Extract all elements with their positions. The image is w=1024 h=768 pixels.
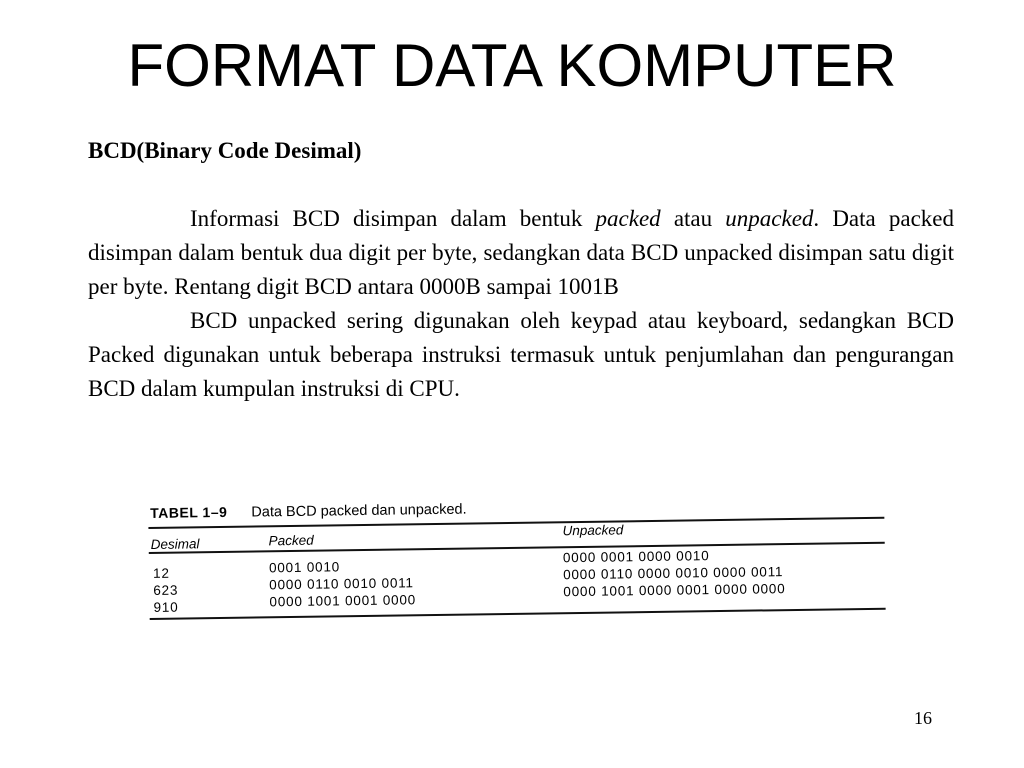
table-cell-desimal: 12 xyxy=(152,565,170,581)
bcd-table-figure xyxy=(148,487,892,632)
table-caption xyxy=(150,501,467,522)
paragraph1-text-b: atau xyxy=(660,206,726,231)
page-number: 16 xyxy=(914,708,932,728)
header-unpacked: Unpacked xyxy=(562,522,624,539)
packed-term: packed xyxy=(595,206,661,231)
table-cell-unpacked: 0000 0110 0000 0010 0000 0011 xyxy=(563,564,784,583)
column-unpacked xyxy=(563,546,786,600)
paragraph-bcd-usage: BCD unpacked sering digunakan oleh keypad atau keyboard, sedangkan BCD Packed digunakan untuk beberapa instruksi termasuk untuk penjumlahan dan pengurangan BCD dalam kumpulan instruksi di CPU. xyxy=(88,308,954,401)
table-caption-number: TABEL 1–9 xyxy=(150,503,228,521)
slide-title: FORMAT DATA KOMPUTER xyxy=(127,32,897,99)
table-cell-packed: 0000 1001 0001 0000 xyxy=(269,592,417,610)
header-packed: Packed xyxy=(268,532,314,549)
paragraph1-text-c: . Data packed disimpan dalam bentuk dua digit per byte, sedangkan data BCD unpacked disimpan satu digit per byte. Rentang digit BCD antara 0000B sampai 1001B xyxy=(88,206,954,299)
table-cell-packed: 0001 0010 xyxy=(268,559,341,576)
column-packed xyxy=(269,557,416,610)
table-cell-desimal: 623 xyxy=(153,582,179,598)
table-cell-packed: 0000 0110 0010 0011 xyxy=(269,575,414,593)
paragraph1-text-a: Informasi BCD disimpan dalam bentuk xyxy=(190,206,596,231)
table-caption-text: Data BCD packed dan unpacked. xyxy=(251,501,467,521)
table-cell-unpacked: 0000 0001 0000 0010 xyxy=(562,548,710,566)
table-bottom-rule xyxy=(150,608,886,620)
table-cell-unpacked: 0000 1001 0000 0001 0000 0000 xyxy=(563,581,786,600)
section-subheading: BCD(Binary Code Desimal) xyxy=(88,138,362,163)
header-desimal: Desimal xyxy=(150,536,200,552)
unpacked-term: unpacked xyxy=(725,206,814,231)
slide-content xyxy=(88,134,954,406)
table-cell-desimal: 910 xyxy=(153,599,179,615)
paragraph-packed-unpacked xyxy=(88,202,954,304)
column-desimal xyxy=(153,565,179,616)
